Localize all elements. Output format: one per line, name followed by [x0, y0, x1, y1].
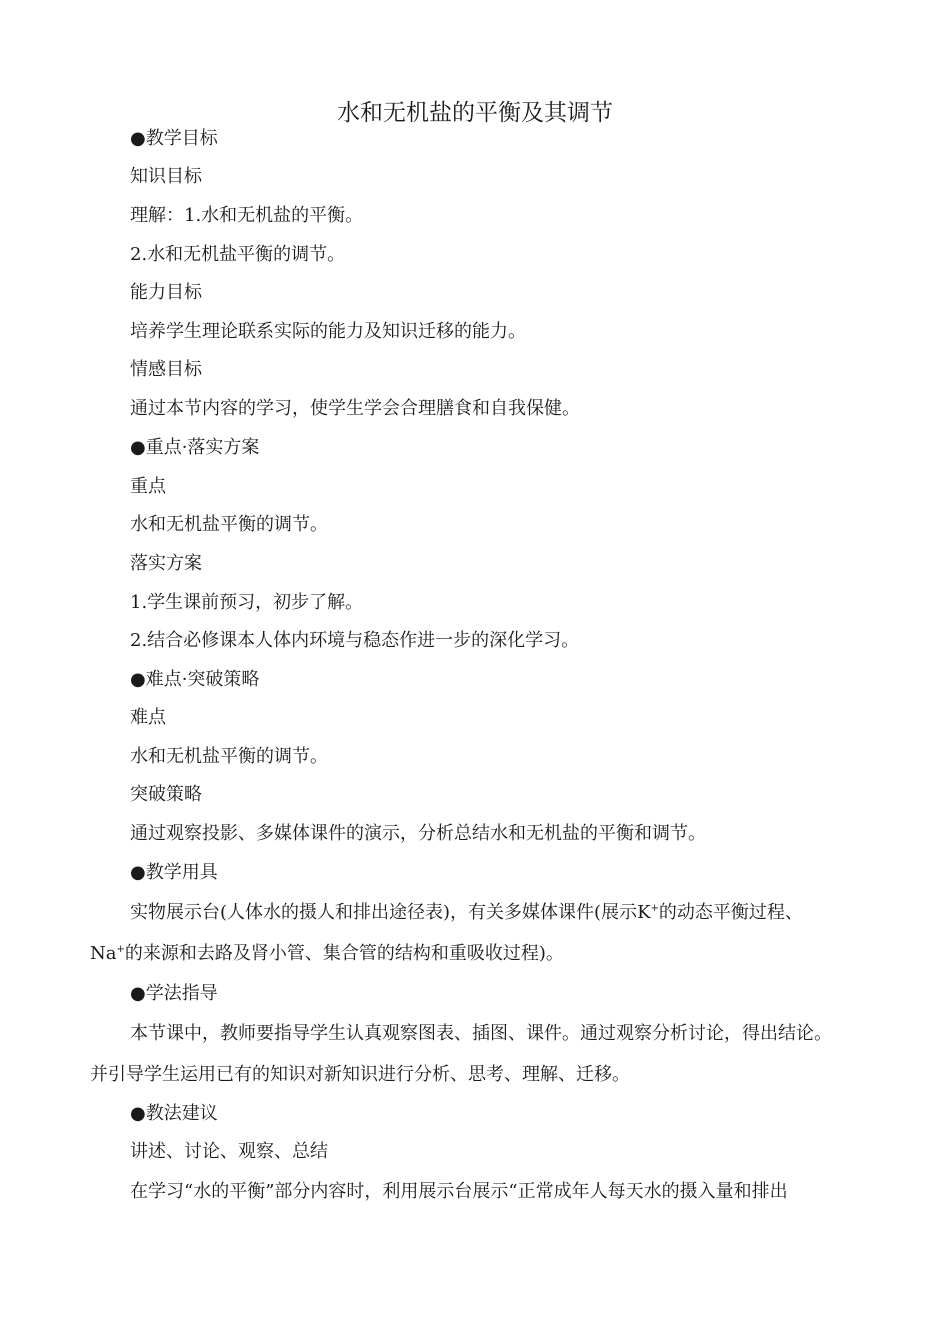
section-heading-key-points: ●重点·落实方案 [130, 437, 260, 458]
subheading-difficulty: 难点 [130, 707, 166, 728]
paragraph: 水和无机盐平衡的调节。 [130, 746, 328, 767]
paragraph: 讲述、讨论、观察、总结 [130, 1141, 328, 1162]
subheading-emotion-goals: 情感目标 [130, 359, 202, 380]
paragraph: 1.学生课前预习，初步了解。 [130, 592, 364, 613]
subheading-key-point: 重点 [130, 476, 166, 497]
section-heading-teaching-goals: ●教学目标 [130, 128, 218, 149]
paragraph: 在学习“水的平衡”部分内容时，利用展示台展示“正常成年人每天水的摄入量和排出 [130, 1181, 788, 1202]
subheading-implementation: 落实方案 [130, 553, 202, 574]
paragraph: 并引导学生运用已有的知识对新知识进行分析、思考、理解、迁移。 [90, 1064, 630, 1085]
section-heading-teaching-tools: ●教学用具 [130, 862, 218, 883]
section-heading-study-guidance: ●学法指导 [130, 983, 218, 1004]
paragraph: 水和无机盐平衡的调节。 [130, 514, 328, 535]
subheading-ability-goals: 能力目标 [130, 282, 202, 303]
paragraph: 通过本节内容的学习，使学生学会合理膳食和自我保健。 [130, 398, 580, 419]
paragraph: 通过观察投影、多媒体课件的演示，分析总结水和无机盐的平衡和调节。 [130, 823, 706, 844]
section-heading-teaching-methods: ●教法建议 [130, 1103, 218, 1124]
section-heading-difficulties: ●难点·突破策略 [130, 669, 260, 690]
paragraph: 培养学生理论联系实际的能力及知识迁移的能力。 [130, 321, 526, 342]
paragraph: 理解：1.水和无机盐的平衡。 [130, 205, 364, 226]
paragraph: 2.水和无机盐平衡的调节。 [130, 244, 346, 265]
paragraph-tools-line-2: Na+的来源和去路及肾小管、集合管的结构和重吸收过程)。 [90, 943, 564, 964]
paragraph-tools-line-1: 实物展示台(人体水的摄人和排出途径表)，有关多媒体课件(展示K+的动态平衡过程、 [130, 902, 803, 923]
subheading-knowledge-goals: 知识目标 [130, 166, 202, 187]
document-title: 水和无机盐的平衡及其调节 [337, 100, 613, 126]
subheading-strategy: 突破策略 [130, 784, 202, 805]
paragraph: 2.结合必修课本人体内环境与稳态作进一步的深化学习。 [130, 630, 580, 651]
paragraph: 本节课中，教师要指导学生认真观察图表、插图、课件。通过观察分析讨论，得出结论。 [130, 1023, 832, 1044]
